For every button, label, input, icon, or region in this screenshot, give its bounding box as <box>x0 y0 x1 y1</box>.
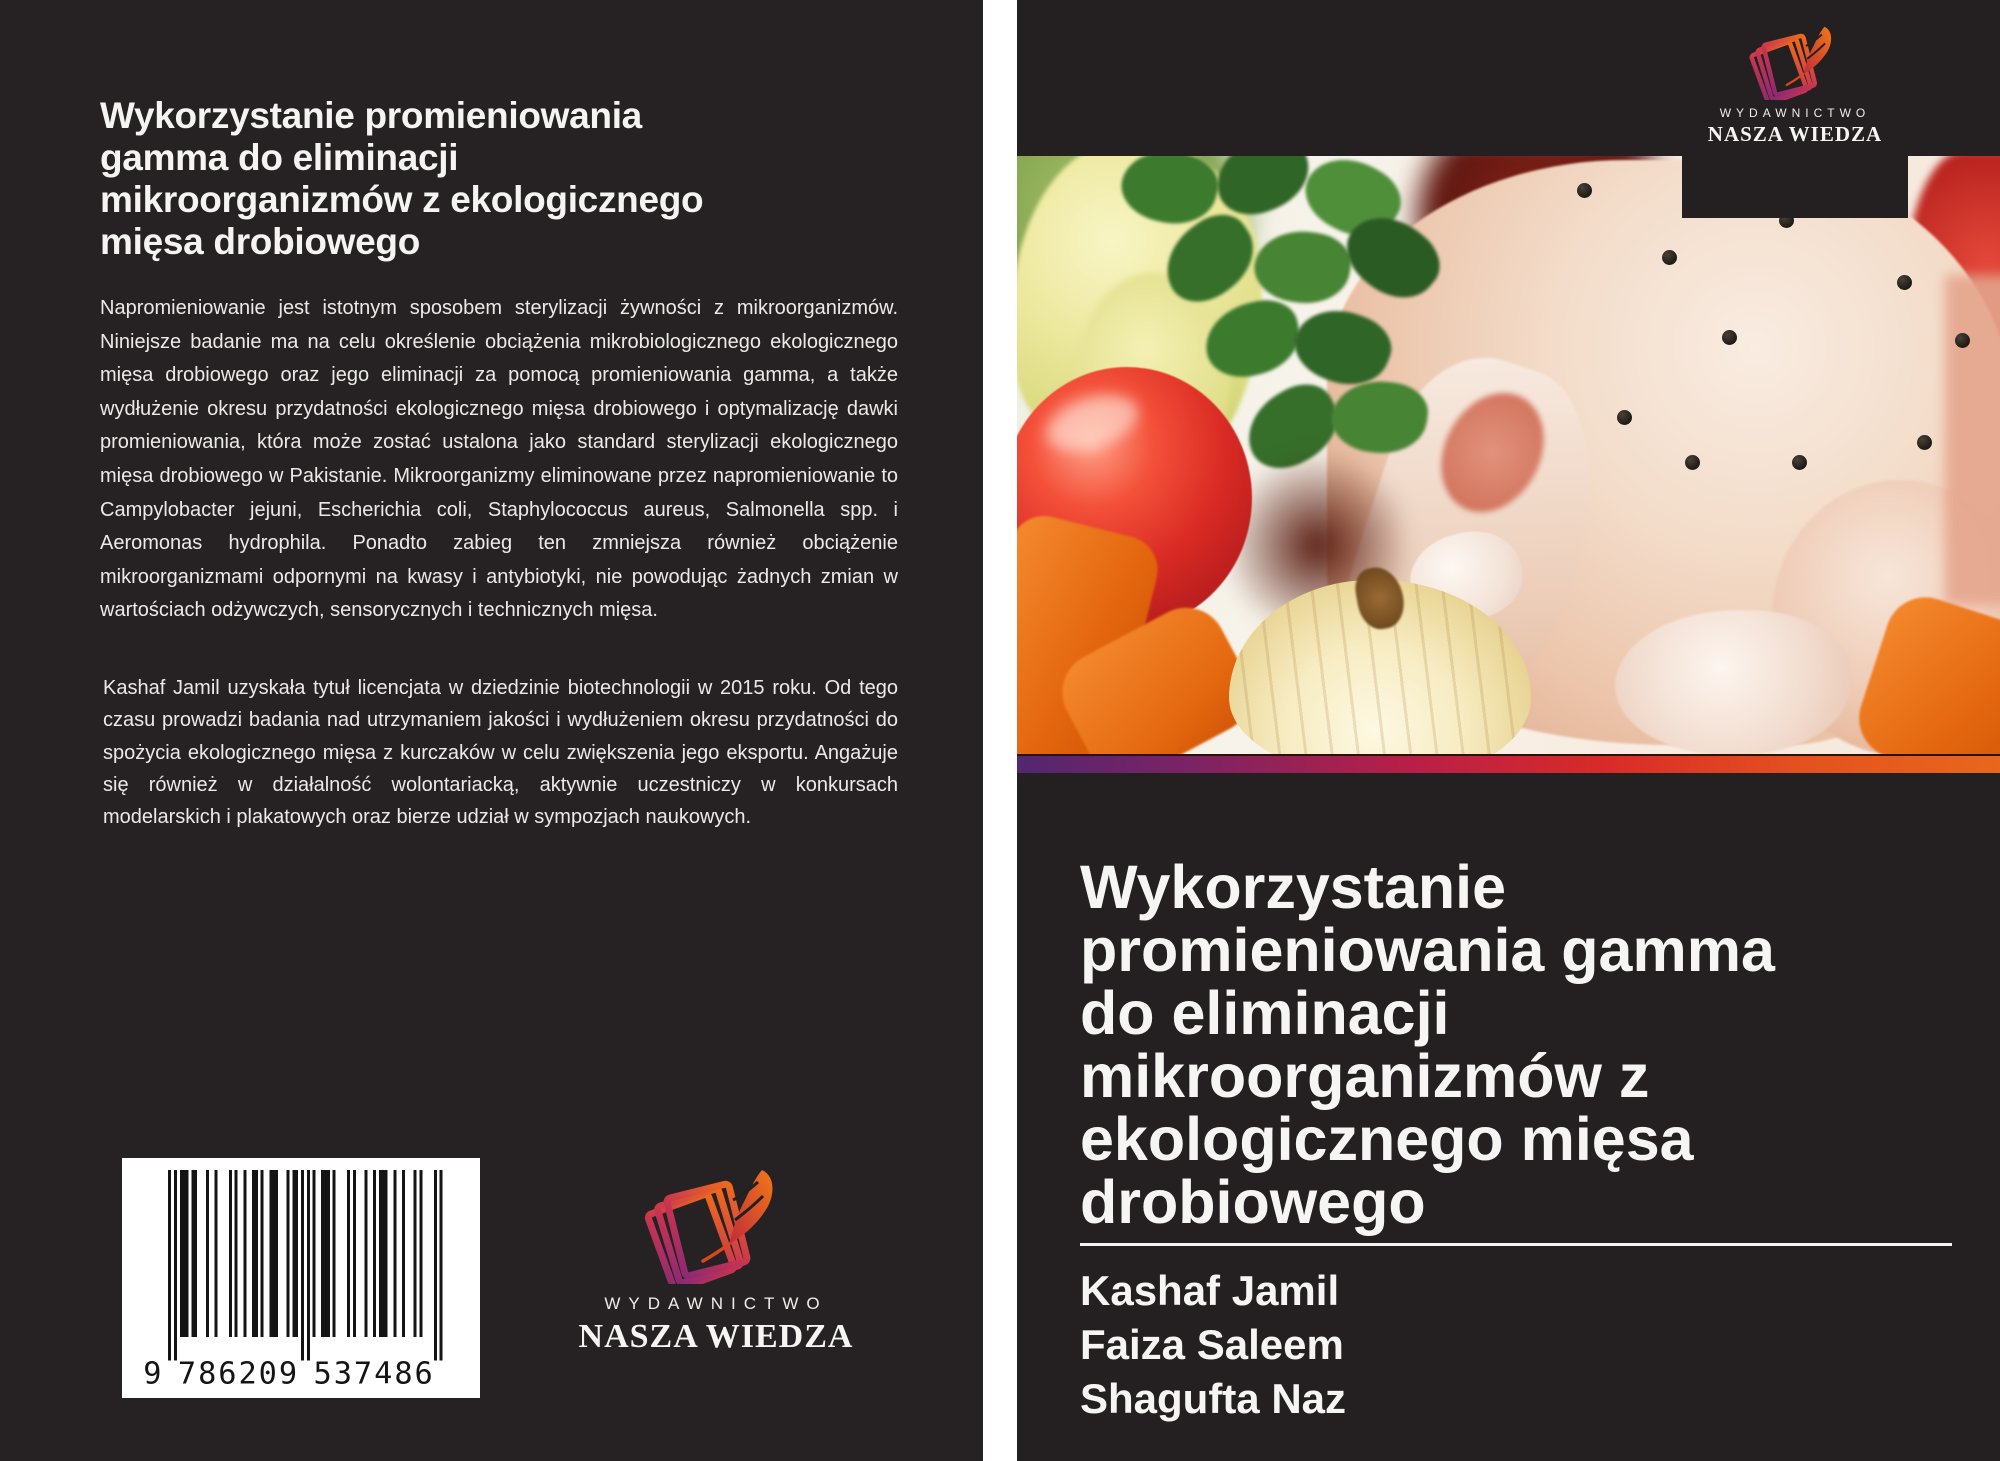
spine-gutter <box>983 0 1017 1461</box>
publisher-logo <box>566 1166 866 1356</box>
back-title-line: mikroorganizmów z ekologicznego <box>100 178 704 220</box>
author-name: Faiza Saleem <box>1080 1321 1344 1368</box>
synopsis-text: Napromieniowanie jest istotnym sposobem sterylizacji żywności z mikroorganizmów. Niniejsze badanie ma na celu określenie obciążenia mikrobiologicznego ekologicznego mięsa drobiowego oraz jego eliminacji za pomocą promieniowania gamma, a także wydłużenie okresu przydatności ekologicznego mięsa drobiowego i optymalizację dawki promieniowania, która może zostać ustalona jako standard sterylizacji ekologicznego mięsa drobiowego w Pakistanie. Mikroorganizmy eliminowane przez napromieniowanie to Campylobacter jejuni, Escherichia coli, Staphylococcus aureus, Salmonella spp. i Aeromonas hydrophila. Ponadto zabieg ten zmniejsza również obciążenie mikroorganizmami odpornymi na kwasy i antybiotyki, nie powodując żadnych zmian w wartościach odżywczych, sensorycznych i technicznych mięsa. <box>100 297 898 622</box>
svg-text:6: 6 <box>218 1356 237 1392</box>
chicken-bone-knob <box>1615 610 1850 754</box>
parsley-leaf <box>1327 375 1431 460</box>
parsley-leaf <box>1249 223 1355 310</box>
publisher-logo-icon <box>1747 24 1843 100</box>
publisher-name-top: WYDAWNICTWO <box>604 1294 828 1313</box>
front-title <box>1080 852 1970 1236</box>
svg-text:0: 0 <box>258 1356 277 1392</box>
title-divider-rule <box>1080 1243 1952 1246</box>
front-title-line: do eliminacji <box>1080 978 1450 1047</box>
cover-photo-raw-chicken-vegetables <box>1017 155 2000 754</box>
back-title-line: Wykorzystanie promieniowania <box>100 94 642 136</box>
publisher-name-top: WYDAWNICTWO <box>1719 106 1871 120</box>
svg-text:3: 3 <box>333 1356 352 1392</box>
svg-text:9: 9 <box>143 1356 162 1392</box>
back-title-line: mięsa drobiowego <box>100 220 421 262</box>
front-title-line: mikroorganizmów z <box>1080 1041 1650 1110</box>
peppercorn <box>1577 183 1592 198</box>
ean-barcode-svg <box>128 1164 474 1392</box>
parsley-leaf <box>1199 294 1307 384</box>
peppercorn <box>1792 455 1807 470</box>
peppercorn <box>1685 455 1700 470</box>
peppercorn <box>1617 410 1632 425</box>
front-title-line: drobiowego <box>1080 1167 1426 1236</box>
accent-gradient-strip <box>1017 754 2000 773</box>
front-title-line: promieniowania gamma <box>1080 915 1775 984</box>
peppercorn <box>1722 330 1737 345</box>
publisher-name-bottom: NASZA WIEDZA <box>1707 122 1883 146</box>
front-cover <box>1017 0 2000 1461</box>
peppercorn <box>1955 333 1970 348</box>
publisher-logo-front <box>1682 0 1908 218</box>
svg-text:8: 8 <box>198 1356 217 1392</box>
author-name: Shagufta Naz <box>1080 1375 1347 1422</box>
back-cover <box>0 0 983 1461</box>
svg-text:8: 8 <box>394 1356 413 1392</box>
front-title-line: ekologicznego mięsa <box>1080 1104 1694 1173</box>
publisher-logo-icon <box>641 1166 791 1284</box>
front-title-line: Wykorzystanie <box>1080 852 1507 921</box>
svg-text:7: 7 <box>177 1356 197 1392</box>
svg-text:2: 2 <box>238 1356 257 1392</box>
svg-text:4: 4 <box>374 1356 393 1392</box>
chicken-edge-right <box>1945 275 2000 605</box>
author-bio-text: Kashaf Jamil uzyskała tytuł licencjata w dziedzinie biotechnologii w 2015 roku. Od tego czasu prowadzi badania nad utrzymaniem jakości i wydłużeniem okresu przydatności do spożycia ekologicznego mięsa z kurczaków w celu zwiększenia jego eksportu. Angażuje się również w działalność wolontariacką, aktywnie uczestniczy w konkursach modelarskich i plakatowych oraz bierze udział w sympozjach naukowych. <box>103 677 898 829</box>
author-names <box>1080 1264 1346 1426</box>
svg-text:5: 5 <box>313 1356 332 1392</box>
svg-text:9: 9 <box>278 1356 298 1392</box>
back-title <box>100 95 930 263</box>
peppercorn <box>1897 275 1912 290</box>
peppercorn <box>1662 250 1677 265</box>
isbn-barcode <box>122 1158 480 1398</box>
svg-text:7: 7 <box>353 1356 373 1392</box>
publisher-name-bottom: NASZA WIEDZA <box>578 1318 854 1355</box>
svg-text:6: 6 <box>414 1356 433 1392</box>
peppercorn <box>1917 435 1932 450</box>
back-title-line: gamma do eliminacji <box>100 136 459 178</box>
author-name: Kashaf Jamil <box>1080 1267 1340 1314</box>
